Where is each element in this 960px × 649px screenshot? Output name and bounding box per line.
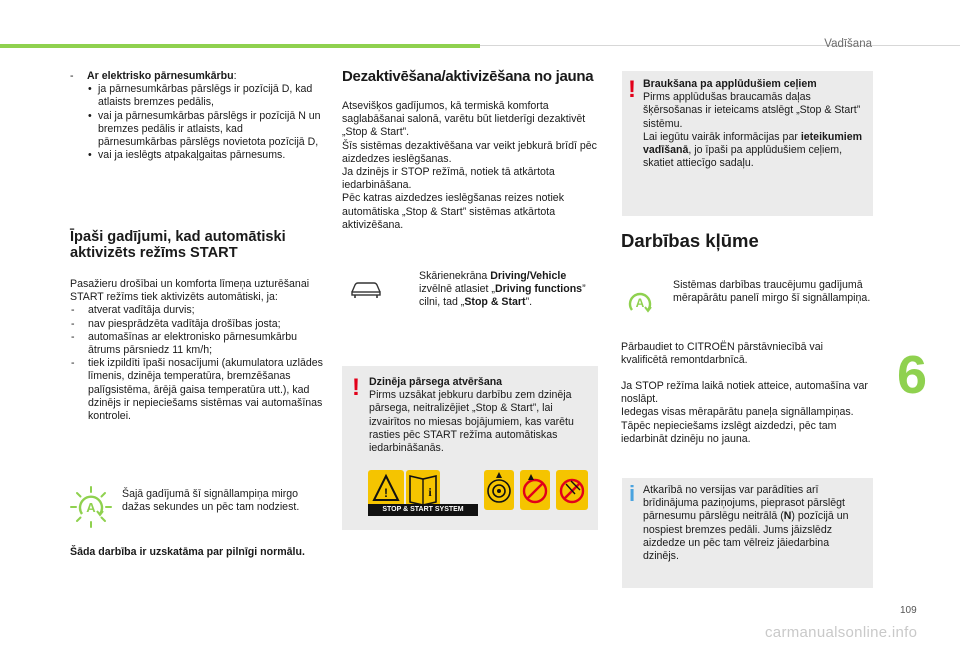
box-text: , jo īpaši pa applūdušiem ceļiem, skatiet attiecīgo sadaļu. (643, 144, 843, 170)
touchscreen-instruction (398, 270, 598, 310)
svg-text:A: A (635, 296, 645, 310)
function-name: Stop & Start (464, 296, 526, 309)
special-cases-block (70, 278, 328, 423)
box-paragraph (643, 131, 867, 171)
fault-lamp-note: Sistēmas darbības traucējumu gadījumā mērapārātu panelī mirgo šī signāllampiņa. (673, 279, 871, 305)
warning-icon: ! (628, 76, 636, 103)
chapter-number: 6 (897, 345, 928, 405)
info-text: Atkarībā no versijas var parādīties arī brīdinājuma paziņojums, pieprasot pārslēgt pārnesumu pārslēgu neitrālā ( (643, 484, 845, 523)
special-cases-list (70, 304, 328, 423)
body-paragraph: Iedegas visas mērapārātu paneļa signāllampiņas. (621, 406, 854, 419)
box-emphasis: ieteikumiem vadīšanā (643, 130, 863, 157)
stop-start-sticker (368, 466, 593, 516)
menu-name: Driving/Vehicle (490, 270, 567, 282)
svg-text:i: i (428, 485, 432, 499)
info-text: ) pozīcijā un nospiest bremzes pedāli. Jums jāizslēdz aizdedze un pēc tam vēlreiz jāiedarbina dzinējs. (643, 510, 849, 563)
box-title: Braukšana pa applūdušiem ceļiem (643, 78, 817, 90)
bonnet-warning-box (342, 366, 598, 530)
version-info-box (622, 478, 873, 588)
sticker-label: STOP & START SYSTEM (368, 504, 478, 516)
fault-check-note: Pārbaudiet to CITROËN pārstāvniecībā vai kvalificētā remontdarbnīcā. (621, 341, 823, 367)
special-cases-heading: Īpaši gadījumi, kad automātiski aktivizēts režīms START (70, 229, 286, 261)
instruction-text: ”. (525, 296, 533, 309)
warning-icon: ! (352, 374, 360, 401)
body-paragraph: Pēc katras aizdedzes ieslēgšanas reizes notiek automātiska „Stop & Start” sistēmas atkārtota aktivizēšana. (342, 192, 564, 231)
deactivation-body (342, 100, 600, 232)
box-paragraph: Pirms applūdušas braucamās daļas šķērsošanas ir ieteicams atslēgt „Stop & Start” sistēmu. (643, 91, 861, 130)
body-paragraph: Ja dzinējs ir STOP režīmā, notiek tā atkārtota iedarbināšana. (342, 166, 555, 192)
gearbox-conditions (70, 83, 322, 162)
stop-start-flashing-lamp-icon (70, 486, 112, 528)
body-paragraph: Tāpēc nepieciešams izslēgt aizdedzi, pēc tam iedarbināt dzinēju no jauna. (621, 419, 837, 445)
header-accent-bar (0, 44, 480, 48)
gearbox-label: Ar elektrisko pārnesumkārbu (87, 70, 234, 82)
page-number: 109 (900, 605, 917, 616)
body-paragraph: Atsevišķos gadījumos, kā termiskā komforta saglabāšanai salonā, varētu būt lietderīgi dezaktivēt „Stop & Start”. (342, 100, 586, 139)
instruction-text: ” cilni, tad „ (419, 283, 586, 309)
instruction-text: izvēlnē atlasiet „ (419, 283, 495, 296)
deactivation-heading: Dezaktivēšana/aktivizēšana no jauna (342, 68, 594, 85)
info-icon: i (629, 481, 636, 506)
warning-text: Pirms uzsākat jebkuru darbību zem dzinēja pārsega, neitralizējiet „Stop & Start”, lai izvairītos no miesas bojājumiem, kas varētu rasties pēc START režīma automātiskas iedarbināšanās. (369, 389, 574, 455)
warning-title: Dzinēja pārsega atvēršana (369, 376, 503, 388)
list-item: - automašīnas ar elektronisko pārnesumkārbu ātrums pārsniedz 11 km/h; (70, 331, 328, 357)
header-divider (480, 45, 960, 46)
list-item: - nav piesprādzēta vadītāja drošības josta; (70, 318, 328, 331)
special-cases-intro: Pasažieru drošībai un komforta līmeņa uzturēšanai START režīms tiek aktivizēts automātiski, ja: (70, 278, 310, 304)
fault-heading: Darbības kļūme (621, 230, 759, 251)
box-text: Lai iegūtu vairāk informācijas par (643, 130, 801, 143)
section-title: Vadīšana (824, 38, 872, 50)
watermark: carmanualsonline.info (765, 624, 918, 641)
body-paragraph: Šīs sistēmas dezaktivēšana var veikt jebkurā brīdī pēc aizdedzes ieslēgšanas. (342, 139, 597, 165)
info-emphasis: N (783, 510, 792, 523)
svg-text:!: ! (384, 486, 388, 500)
list-item: • vai ja pārnesumkārbas pārslēgs ir pozīcijā N un bremzes pedālis ir atlaists, kad pārnesumkārbas pārslēgs novietota pozīcijā D, (88, 110, 322, 150)
body-paragraph: Ja STOP režīma laikā notiek atteice, automašīna var noslāpt. (621, 380, 868, 406)
svg-text:A: A (86, 500, 96, 515)
instruction-text: Skārienekrāna (419, 270, 491, 282)
flashing-lamp-note: Šajā gadījumā šī signāllampiņa mirgo dažas sekundes un pēc tam nodziest. (122, 488, 300, 514)
flooded-road-box (622, 71, 873, 216)
list-item: - tiek izpildīti īpaši nosacījumi (akumulatora uzlādes līmenis, dzinēja temperatūra, bremzēšanas palīgsistēma, ārējā gaisa temperatūra utt.), kad dzinējs ir nepieciešams sistēmas vai automašīnas kontrolei. (70, 357, 328, 423)
vehicle-icon (350, 278, 382, 300)
list-item: - atverat vadītāja durvis; (70, 304, 328, 317)
tab-name: Driving functions (494, 283, 583, 296)
stop-start-fault-lamp-icon (624, 286, 656, 318)
electric-gearbox-block: - Ar elektrisko pārnesumkārbu: • ja pārnesumkārbas pārslēgs ir pozīcijā D, kad atlaists bremzes pedālis, • vai ja pārnesumkārbas pārslēgs ir pozīcijā N un bremzes pedālis ir atlaists, kad pārnesumkārbas pārslēgs novietota pozīcijā D, • vai ja ieslēgts atpakaļgaitas pārnesums. (70, 70, 322, 162)
list-item: • vai ja ieslēgts atpakaļgaitas pārnesums. (88, 149, 322, 162)
list-item: • ja pārnesumkārbas pārslēgs ir pozīcijā D, kad atlaists bremzes pedālis, (88, 83, 322, 109)
normal-operation-note: Šāda darbība ir uzskatāma par pilnīgi normālu. (70, 546, 305, 558)
fault-stop-mode-notes (621, 380, 873, 446)
